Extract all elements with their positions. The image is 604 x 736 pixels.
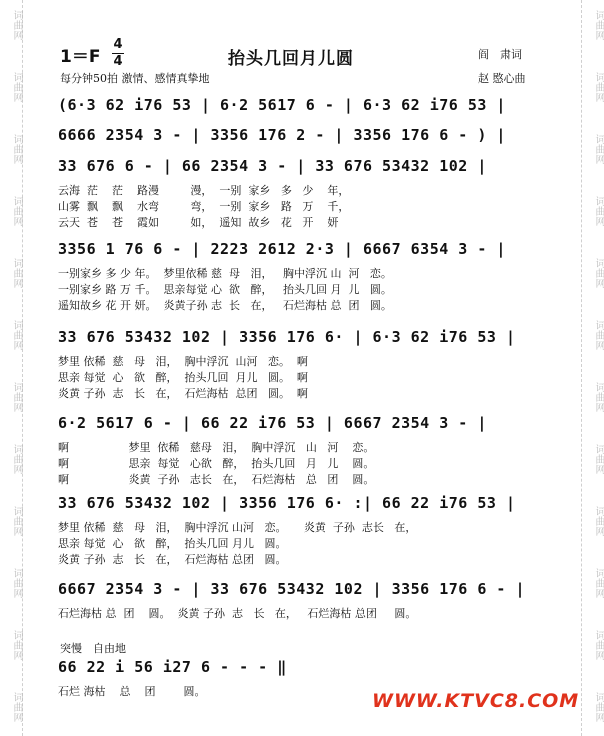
watermark-text: 词曲网	[11, 382, 22, 412]
watermark-text: 词曲网	[593, 382, 604, 412]
watermark-text: 词曲网	[593, 320, 604, 350]
watermark-text: 词曲网	[11, 258, 22, 288]
website-watermark: WWW.KTVC8.COM	[372, 690, 580, 712]
notation-line: (6·3 62 i76 53 | 6·2 5617 6 - | 6·3 62 i76 53 |	[58, 96, 506, 114]
watermark-text: 词曲网	[11, 568, 22, 598]
composer: 赵 愍心曲	[478, 72, 526, 85]
notation-line: 6·2 5617 6 - | 66 22 i76 53 | 6667 2354 3 - |	[58, 414, 487, 432]
watermark-text: 词曲网	[11, 10, 22, 40]
watermark-text: 词曲网	[11, 630, 22, 660]
lyric-line: 炎黄 子孙 志 长 在， 石烂海枯 总团 圆。 啊	[58, 387, 308, 400]
notation-line: 6666 2354 3 - | 3356 176 2 - | 3356 176 6 - ) |	[58, 126, 506, 144]
notation-line: 6667 2354 3 - | 33 676 53432 102 | 3356 176 6 - |	[58, 580, 526, 598]
notation-line: 3356 1 76 6 - | 2223 2612 2·3 | 6667 6354 3 - |	[58, 240, 506, 258]
watermark-text: 词曲网	[11, 196, 22, 226]
watermark-text: 词曲网	[593, 196, 604, 226]
meter-bottom: 4	[113, 54, 123, 69]
notation-line: 33 676 53432 102 | 3356 176 6· :| 66 22 i76 53 |	[58, 494, 516, 512]
lyric-line: 石烂海枯 总 团 圆。 炎黄 子孙 志 长 在， 石烂海枯 总团 圆。	[58, 607, 417, 620]
watermark-text: 词曲网	[593, 568, 604, 598]
watermark-text: 词曲网	[593, 134, 604, 164]
lyric-line: 思亲 每觉 心 欲 醉， 抬头几回 月儿 圆。 啊	[58, 371, 308, 384]
lyric-line: 思亲 每觉 心 欲 醉， 抬头几回 月儿 圆。	[58, 537, 287, 550]
ending-tempo-marking: 突慢 自由地	[60, 642, 126, 655]
lyric-line: 啊 思亲 每觉 心欲 醉， 抬头几回 月 儿 圆。	[58, 457, 375, 470]
watermark-text: 词曲网	[593, 444, 604, 474]
lyric-line: 一别家乡 多 少 年。 梦里依稀 慈 母 泪， 胸中浮沉 山 河 恋。	[58, 267, 392, 280]
watermark-text: 词曲网	[593, 258, 604, 288]
tempo-marking: 每分钟50拍 激情、感情真挚地	[60, 72, 210, 85]
notation-line: 33 676 6 - | 66 2354 3 - | 33 676 53432 102 |	[58, 157, 487, 175]
left-watermark-strip	[0, 0, 23, 736]
right-watermark-strip	[581, 0, 604, 736]
watermark-text: 词曲网	[11, 320, 22, 350]
watermark-text: 词曲网	[593, 692, 604, 722]
lyric-line: 炎黄 子孙 志 长 在， 石烂海枯 总团 圆。	[58, 553, 287, 566]
watermark-text: 词曲网	[593, 506, 604, 536]
lyric-line: 遥知故乡 花 开 妍。 炎黄子孙 志 长 在， 石烂海枯 总 团 圆。	[58, 299, 392, 312]
watermark-text: 词曲网	[593, 630, 604, 660]
lyric-line: 啊 梦里 依稀 慈母 泪， 胸中浮沉 山 河 恋。	[58, 441, 375, 454]
watermark-text: 词曲网	[11, 444, 22, 474]
watermark-text: 词曲网	[11, 692, 22, 722]
lyric-line: 云海 茫 茫 路漫 漫， 一别 家乡 多 少 年，	[58, 184, 350, 197]
lyric-line: 梦里 依稀 慈 母 泪， 胸中浮沉 山河 恋。 炎黄 子孙 志长 在，	[58, 521, 417, 534]
lyric-line: 云天 苍 苍 霞如 如， 遥知 故乡 花 开 妍	[58, 216, 339, 229]
watermark-text: 词曲网	[11, 72, 22, 102]
watermark-text: 词曲网	[593, 10, 604, 40]
lyric-line: 梦里 依稀 慈 母 泪， 胸中浮沉 山河 恋。 啊	[58, 355, 308, 368]
song-title: 抬头几回月儿圆	[228, 49, 354, 69]
notation-line: 33 676 53432 102 | 3356 176 6· | 6·3 62 i76 53 |	[58, 328, 516, 346]
lyric-line: 石烂 海枯 总 团 圆。	[58, 685, 206, 698]
time-signature	[112, 38, 124, 69]
lyric-line: 一别家乡 路 万 千。 思亲每觉 心 欲 醉， 抬头几回 月 儿 圆。	[58, 283, 392, 296]
watermark-text: 词曲网	[593, 72, 604, 102]
watermark-text: 词曲网	[11, 134, 22, 164]
lyric-line: 山雾 飘 飘 水弯 弯， 一别 家乡 路 万 千，	[58, 200, 350, 213]
notation-line: 66 22 i 56 i27 6 - - - ‖	[58, 658, 287, 676]
watermark-text: 词曲网	[11, 506, 22, 536]
key-signature: 1＝F	[60, 47, 101, 67]
meter-top: 4	[113, 37, 123, 52]
lyric-line: 啊 炎黄 子孙 志长 在， 石烂海枯 总 团 圆。	[58, 473, 375, 486]
lyricist: 阎 肃词	[478, 48, 522, 61]
